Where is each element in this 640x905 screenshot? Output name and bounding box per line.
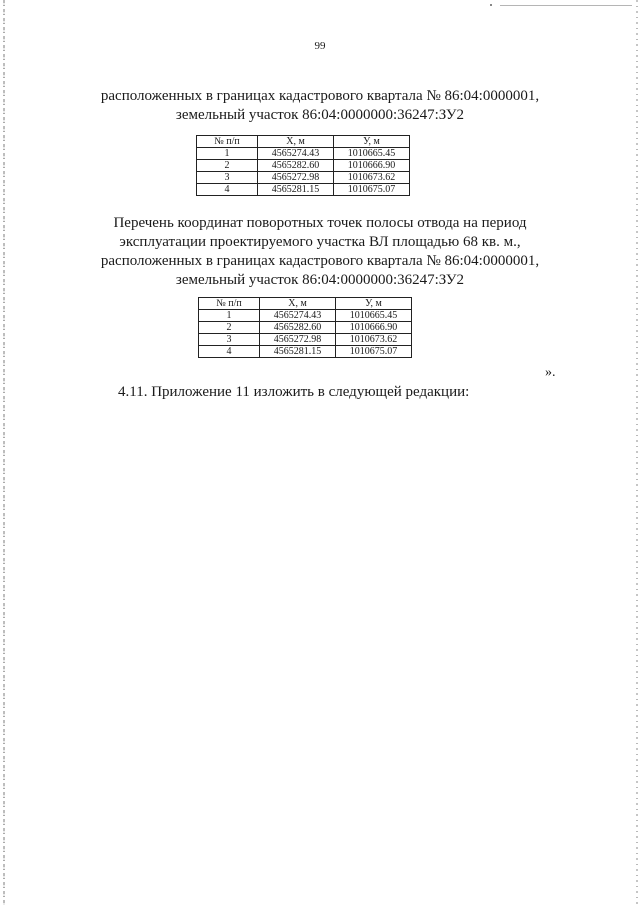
table-cell: 1010665.45	[336, 310, 412, 322]
scan-artifact-line	[500, 5, 632, 6]
section-heading-1	[0, 87, 640, 125]
table-cell: 1010675.07	[336, 346, 412, 358]
table-cell: 3	[197, 172, 258, 184]
column-header-x: Х, м	[260, 298, 336, 310]
table-cell: 4565281.15	[258, 184, 334, 196]
table-cell: 1010666.90	[336, 322, 412, 334]
heading-line: Перечень координат поворотных точек полосы отвода на период	[113, 215, 527, 231]
column-header-number: № п/п	[197, 136, 258, 148]
column-header-x: Х, м	[258, 136, 334, 148]
table-cell: 1010673.62	[334, 172, 410, 184]
closing-quote: ».	[545, 365, 556, 380]
table-cell: 4565281.15	[260, 346, 336, 358]
table-row	[199, 346, 412, 358]
table-cell: 2	[197, 160, 258, 172]
column-header-y: У, м	[336, 298, 412, 310]
coordinates-table-2	[198, 297, 412, 358]
heading-line: земельный участок 86:04:0000000:36247:ЗУ2	[175, 272, 465, 288]
table-row	[199, 322, 412, 334]
table-row	[199, 310, 412, 322]
table-cell: 4	[197, 184, 258, 196]
column-header-number: № п/п	[199, 298, 260, 310]
table-row	[197, 148, 410, 160]
table-cell: 4565274.43	[260, 310, 336, 322]
scan-edge-left	[3, 0, 5, 905]
scan-edge-right	[636, 0, 638, 905]
page-number: 99	[314, 40, 326, 52]
table-cell: 2	[199, 322, 260, 334]
table-cell: 4565272.98	[258, 172, 334, 184]
column-header-y: У, м	[334, 136, 410, 148]
amendment-paragraph: 4.11. Приложение 11 изложить в следующей редакции:	[118, 384, 470, 400]
table-cell: 1010665.45	[334, 148, 410, 160]
table-cell: 1010675.07	[334, 184, 410, 196]
heading-line: земельный участок 86:04:0000000:36247:ЗУ2	[175, 107, 465, 123]
table-header-row	[197, 136, 410, 148]
table-cell: 1010673.62	[336, 334, 412, 346]
table-cell: 4565272.98	[260, 334, 336, 346]
table-cell: 1	[199, 310, 260, 322]
table-cell: 4565282.60	[258, 160, 334, 172]
table-row	[197, 160, 410, 172]
table-cell: 4565274.43	[258, 148, 334, 160]
table-cell: 1	[197, 148, 258, 160]
table-row	[199, 334, 412, 346]
heading-line: эксплуатации проектируемого участка ВЛ площадью 68 кв. м.,	[119, 234, 521, 250]
scan-artifact-dot	[490, 4, 492, 6]
heading-line: расположенных в границах кадастрового квартала № 86:04:0000001,	[100, 88, 540, 104]
table-row	[197, 184, 410, 196]
heading-line: расположенных в границах кадастрового квартала № 86:04:0000001,	[100, 253, 540, 269]
table-header-row	[199, 298, 412, 310]
table-cell: 1010666.90	[334, 160, 410, 172]
table-cell: 3	[199, 334, 260, 346]
table-row	[197, 172, 410, 184]
table-cell: 4	[199, 346, 260, 358]
table-cell: 4565282.60	[260, 322, 336, 334]
section-heading-2	[0, 214, 640, 290]
coordinates-table-1	[196, 135, 410, 196]
